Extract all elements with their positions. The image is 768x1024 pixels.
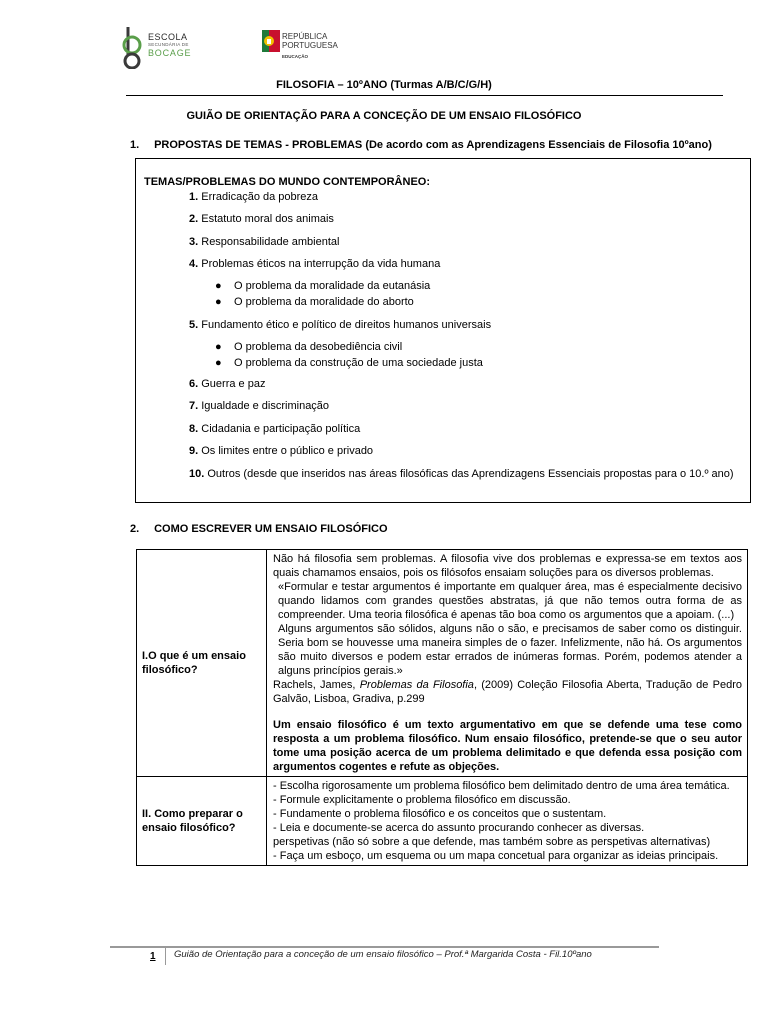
row-content (267, 777, 748, 866)
subtopic-item: ● O problema da moralidade da eutanásia (215, 280, 431, 292)
republic-logo-line1: REPÚBLICA (282, 32, 328, 41)
step-item: - Faça um esboço, um esquema ou um mapa concetual para organizar as ideias principais. (273, 850, 719, 862)
step-item: - Fundamente o problema filosófico e os conceitos que o sustentam. (273, 808, 607, 820)
topics-box (135, 158, 751, 503)
bullet-icon: ● (215, 296, 222, 308)
topic-item: 10. Outros (desde que inseridos nas áreas filosóficas das Aprendizagens Essenciais propostas para o 10.º ano) (189, 468, 734, 480)
topic-item: 2. Estatuto moral dos animais (189, 213, 334, 225)
quote-paragraph: Alguns argumentos são sólidos, alguns não o são, e precisamos de saber como os distinguir. Seria bom se houvesse uma maneira simples de o fazer. Infelizmente, não há. Os argumentos são muito diversos e podem estar errados de inúmeras formas. Porém, podemos atender a alguns princípios gerais.» (278, 623, 742, 677)
header-divider (126, 95, 723, 96)
topic-item: 6. Guerra e paz (189, 378, 266, 390)
republic-logo-line3: EDUCAÇÃO (282, 54, 309, 59)
course-title: FILOSOFIA – 10ºANO (Turmas A/B/C/G/H) (276, 79, 492, 91)
section-2-heading (130, 523, 388, 535)
republic-emblem-icon (262, 30, 280, 52)
school-logo (120, 25, 220, 70)
topic-item: 7. Igualdade e discriminação (189, 400, 330, 412)
step-item: - Leia e documente-se acerca do assunto procurando conhecer as diversas. (273, 822, 645, 834)
topic-item: 5. Fundamento ético e político de direitos humanos universais (189, 319, 492, 331)
intro-paragraph: Não há filosofia sem problemas. A filosofia vive dos problemas e expressa-se em textos aos quais chamamos ensaios, pois os filósofos ensaiam soluções para os diversos problemas. (273, 553, 742, 579)
bullet-icon: ● (215, 357, 222, 369)
subtopic-item: ● O problema da construção de uma sociedade justa (215, 357, 483, 369)
section-1-heading (130, 139, 712, 151)
essay-guide-table (136, 549, 748, 866)
topic-item: 3. Responsabilidade ambiental (189, 236, 340, 248)
step-item: - Escolha rigorosamente um problema filosófico bem delimitado dentro de uma área temática. (273, 780, 730, 792)
topic-item: 9. Os limites entre o público e privado (189, 445, 374, 457)
school-logo-line2: SECUNDÁRIA DE (148, 42, 189, 47)
step-item: - Formule explicitamente o problema filosófico em discussão. (273, 794, 571, 806)
row-label: II. Como preparar o ensaio filosófico? (137, 777, 267, 866)
bullet-icon: ● (215, 280, 222, 292)
topics-heading: TEMAS/PROBLEMAS DO MUNDO CONTEMPORÂNEO: (144, 176, 430, 188)
step-item: perspetivas (não só sobre a que defende, mas também sobre as perspetivas alternativas) (273, 836, 711, 848)
row-content (267, 550, 748, 777)
document-title: GUIÃO DE ORIENTAÇÃO PARA A CONCEÇÃO DE UM ENSAIO FILOSÓFICO (186, 110, 582, 122)
topic-item: 4. Problemas éticos na interrupção da vida humana (189, 258, 441, 270)
footer-text: Guião de Orientação para a conceção de um ensaio filosófico – Prof.ª Margarida Costa - Fil.10ºano (174, 949, 592, 960)
section-2-title: COMO ESCREVER UM ENSAIO FILOSÓFICO (154, 523, 388, 535)
school-logo-line1: ESCOLA (148, 32, 188, 42)
subtopic-item: ● O problema da moralidade do aborto (215, 296, 414, 308)
topic-item: 8. Cidadania e participação política (189, 423, 361, 435)
quote-paragraph: «Formular e testar argumentos é importante em qualquer área, mas é especialmente decisivo quando lidamos com grandes questões abstratas, já que não temos outra forma de as compreender. Uma teoria filosófica é apenas tão boa como os argumentos que a apoiam. (...) (278, 581, 742, 621)
page-number: 1 (150, 951, 156, 962)
republic-logo (262, 30, 372, 60)
bullet-icon: ● (215, 341, 222, 353)
school-logo-mark (120, 25, 146, 69)
section-1-number: 1. (130, 139, 140, 151)
section-2-number: 2. (130, 523, 140, 535)
definition-paragraph: Um ensaio filosófico é um texto argumentativo em que se defende uma tese como resposta a um problema filosófico. Num ensaio filosófico, pretende-se que o seu autor tome uma posição acerca de um problema delimitado e que defenda essa posição com argumentos cogentes e refute as objeções. (273, 719, 742, 773)
republic-logo-line2: PORTUGUESA (282, 41, 338, 50)
citation: Rachels, James, Problemas da Filosofia, (2009) Coleção Filosofia Aberta, Tradução de Pedro Galvão, Lisboa, Gradiva, p.299 (273, 679, 742, 705)
school-logo-line3: BOCAGE (148, 48, 192, 58)
topic-item: 1. Erradicação da pobreza (189, 191, 319, 203)
subtopic-item: ● O problema da desobediência civil (215, 341, 403, 353)
section-1-title: PROPOSTAS DE TEMAS - PROBLEMAS (De acordo com as Aprendizagens Essenciais de Filosofia 10ºano) (154, 139, 712, 151)
footer-separator (165, 947, 166, 965)
row-label: I.O que é um ensaio filosófico? (137, 550, 267, 777)
table-row (137, 550, 748, 777)
table-row (137, 777, 748, 866)
footer-divider (110, 946, 659, 948)
